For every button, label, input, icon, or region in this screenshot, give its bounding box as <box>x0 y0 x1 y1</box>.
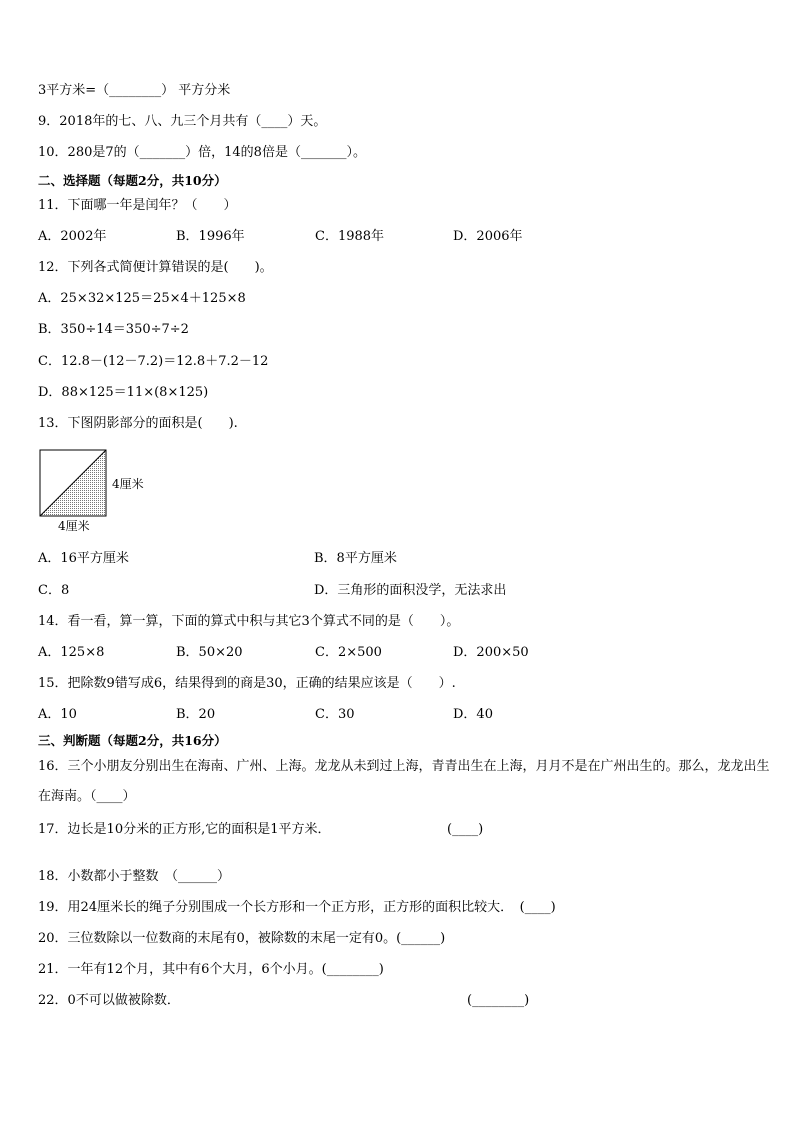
question-16: 16．三个小朋友分别出生在海南、广州、上海。龙龙从未到过上海，青青出生在上海，月月不是在广州出生的。那么，龙龙出生在海南。（____） <box>38 759 770 804</box>
question-17: 17．边长是10分米的正方形,它的面积是1平方米． <box>38 822 331 837</box>
question-20: 20．三位数除以一位数商的末尾有0，被除数的末尾一定有0。(______) <box>38 931 446 946</box>
q12-option-d: D．88×125＝11×(8×125) <box>38 385 209 400</box>
question-19: 19．用24厘米长的绳子分别围成一个长方形和一个正方形，正方形的面积比较大． (____) <box>38 900 556 915</box>
q11-option-d: D．2006年 <box>453 229 523 244</box>
question-11: 11．下面哪一年是闰年？（ ） <box>38 198 237 213</box>
question-21: 21．一年有12个月，其中有6个大月，6个小月。(________) <box>38 962 384 977</box>
side-length-label: 4厘米 <box>112 477 144 491</box>
q17-answer-blank: (____) <box>447 822 484 837</box>
q13-option-c: C．8 <box>38 583 70 598</box>
q15-option-b: B．20 <box>176 707 216 722</box>
section-judge-heading: 三、判断题（每题2分，共16分） <box>38 733 227 748</box>
q11-option-c: C．1988年 <box>315 229 385 244</box>
section-choice-heading: 二、选择题（每题2分，共10分） <box>38 173 227 188</box>
q12-option-a: A．25×32×125＝25×4＋125×8 <box>38 291 246 306</box>
q14-option-b: B．50×20 <box>176 645 243 660</box>
question-13: 13．下图阴影部分的面积是( ). <box>38 416 238 431</box>
q14-option-c: C．2×500 <box>315 645 382 660</box>
question-22: 22．0不可以做被除数． <box>38 993 180 1008</box>
q13-option-b: B．8平方厘米 <box>314 551 397 566</box>
fill-question-8-tail: 3平方米=（________） 平方分米 <box>38 83 231 98</box>
q15-option-a: A．10 <box>38 707 77 722</box>
q15-option-d: D．40 <box>453 707 493 722</box>
q12-option-b: B．350÷14＝350÷7÷2 <box>38 322 189 337</box>
q12-option-c: C．12.8－(12－7.2)＝12.8＋7.2－12 <box>38 354 269 369</box>
q13-option-d: D．三角形的面积没学，无法求出 <box>314 583 507 598</box>
q11-option-a: A．2002年 <box>38 229 107 244</box>
q14-option-a: A．125×8 <box>38 645 105 660</box>
question-15: 15．把除数9错写成6，结果得到的商是30，正确的结果应该是（ ）. <box>38 676 456 691</box>
q14-option-d: D．200×50 <box>453 645 529 660</box>
question-14: 14．看一看，算一算，下面的算式中积与其它3个算式不同的是（ ）。 <box>38 614 460 629</box>
bottom-length-label: 4厘米 <box>58 519 90 533</box>
question-10: 10．280是7的（_______）倍，14的8倍是（_______）。 <box>38 145 366 160</box>
q11-option-b: B．1996年 <box>176 229 245 244</box>
question-12: 12．下列各式简便计算错误的是( )。 <box>38 260 273 275</box>
question-18: 18．小数都小于整数 （______） <box>38 869 231 884</box>
question-9: 9．2018年的七、八、九三个月共有（____）天。 <box>38 114 327 129</box>
shaded-square-figure <box>30 440 160 540</box>
q22-answer-blank: (________) <box>467 993 530 1008</box>
q13-option-a: A．16平方厘米 <box>38 551 129 566</box>
q15-option-c: C．30 <box>315 707 355 722</box>
